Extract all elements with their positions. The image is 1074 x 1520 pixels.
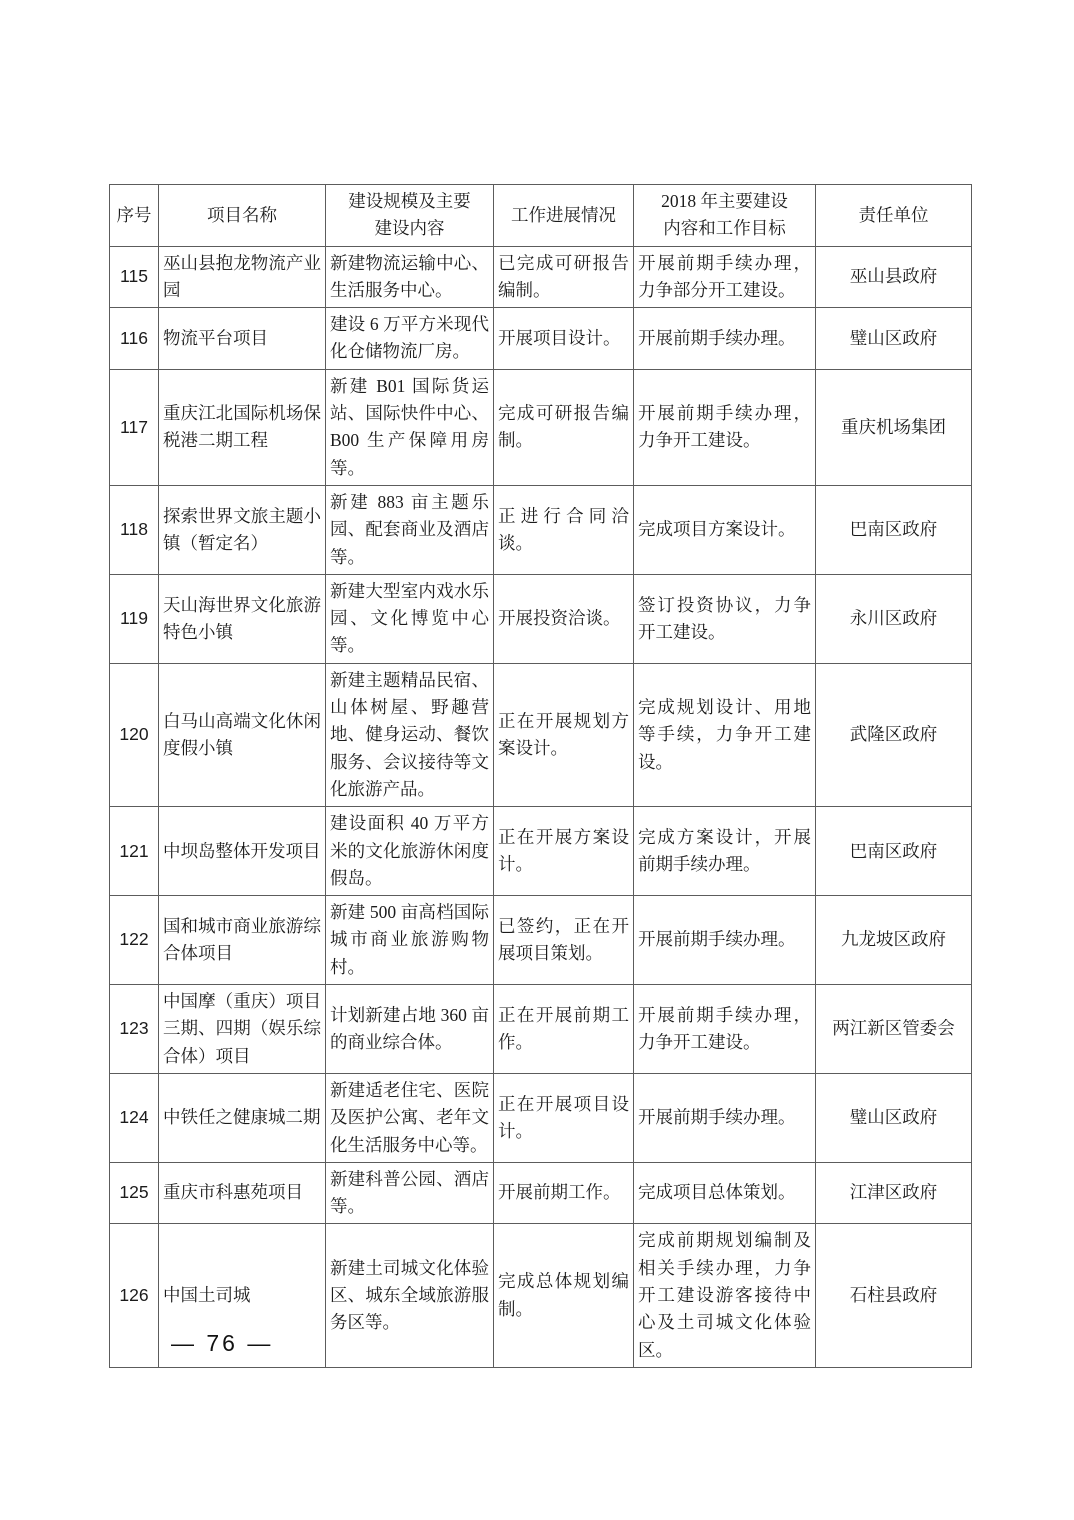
cell-scope: 建设 6 万平方米现代化仓储物流厂房。 — [326, 308, 494, 370]
cell-scope: 新建 500 亩高档国际城市商业旅游购物村。 — [326, 896, 494, 985]
cell-index: 115 — [110, 246, 159, 308]
cell-scope: 建设面积 40 万平方米的文化旅游休闲度假岛。 — [326, 807, 494, 896]
column-header-scope-line2: 建设内容 — [374, 218, 445, 239]
cell-project-name: 中国土司城 — [159, 1224, 326, 1367]
cell-unit: 永川区政府 — [816, 574, 972, 663]
table-row — [110, 985, 972, 1074]
cell-goal: 完成项目总体策划。 — [634, 1162, 816, 1224]
cell-goal: 完成方案设计，开展前期手续办理。 — [634, 807, 816, 896]
cell-progress: 完成可研报告编制。 — [494, 369, 634, 485]
cell-scope: 新建主题精品民宿、山体树屋、野趣营地、健身运动、餐饮服务、会议接待等文化旅游产品。 — [326, 663, 494, 806]
cell-unit: 璧山区政府 — [816, 1073, 972, 1162]
column-header-progress-line1: 工作进展情况 — [511, 204, 616, 225]
cell-unit: 巴南区政府 — [816, 485, 972, 574]
column-header-goal-line2: 内容和工作目标 — [663, 218, 786, 239]
table-row — [110, 574, 972, 663]
column-header-unit — [816, 185, 972, 247]
cell-project-name: 巫山县抱龙物流产业园 — [159, 246, 326, 308]
table-row — [110, 308, 972, 370]
cell-progress: 开展投资洽谈。 — [494, 574, 634, 663]
cell-progress: 已完成可研报告编制。 — [494, 246, 634, 308]
cell-scope: 新建适老住宅、医院及医护公寓、老年文化生活服务中心等。 — [326, 1073, 494, 1162]
cell-goal: 完成前期规划编制及相关手续办理，力争开工建设游客接待中心及土司城文化体验区。 — [634, 1224, 816, 1367]
cell-index: 126 — [110, 1224, 159, 1367]
column-header-goal-line1: 2018 年主要建设 — [661, 191, 788, 211]
cell-progress: 正进行合同洽谈。 — [494, 485, 634, 574]
project-table — [109, 184, 972, 1368]
column-header-project-name-line1: 项目名称 — [207, 204, 277, 225]
cell-unit: 巫山县政府 — [816, 246, 972, 308]
cell-scope: 新建 B01 国际货运站、国际快件中心、B00 生产保障用房等。 — [326, 369, 494, 485]
cell-unit: 璧山区政府 — [816, 308, 972, 370]
cell-scope: 新建大型室内戏水乐园、文化博览中心等。 — [326, 574, 494, 663]
cell-progress: 正在开展方案设计。 — [494, 807, 634, 896]
column-header-unit-line1: 责任单位 — [858, 204, 929, 225]
column-header-index — [110, 185, 159, 247]
table-row — [110, 246, 972, 308]
cell-project-name: 天山海世界文化旅游特色小镇 — [159, 574, 326, 663]
cell-index: 116 — [110, 308, 159, 370]
cell-unit: 巴南区政府 — [816, 807, 972, 896]
column-header-progress — [494, 185, 634, 247]
table-header — [110, 185, 972, 247]
cell-project-name: 中国摩（重庆）项目三期、四期（娱乐综合体）项目 — [159, 985, 326, 1074]
cell-progress: 完成总体规划编制。 — [494, 1224, 634, 1367]
cell-index: 120 — [110, 663, 159, 806]
cell-progress: 正在开展规划方案设计。 — [494, 663, 634, 806]
table-row — [110, 485, 972, 574]
cell-scope: 新建土司城文化体验区、城东全域旅游服务区等。 — [326, 1224, 494, 1367]
project-table-container — [109, 184, 971, 1368]
cell-index: 121 — [110, 807, 159, 896]
table-row — [110, 369, 972, 485]
cell-progress: 开展项目设计。 — [494, 308, 634, 370]
cell-unit: 九龙坡区政府 — [816, 896, 972, 985]
cell-unit: 石柱县政府 — [816, 1224, 972, 1367]
cell-unit: 武隆区政府 — [816, 663, 972, 806]
cell-index: 118 — [110, 485, 159, 574]
cell-project-name: 重庆市科惠苑项目 — [159, 1162, 326, 1224]
column-header-index-line1: 序号 — [116, 204, 152, 225]
cell-goal: 签订投资协议，力争开工建设。 — [634, 574, 816, 663]
table-row — [110, 663, 972, 806]
cell-goal: 开展前期手续办理，力争部分开工建设。 — [634, 246, 816, 308]
cell-project-name: 中坝岛整体开发项目 — [159, 807, 326, 896]
cell-index: 122 — [110, 896, 159, 985]
cell-scope: 新建科普公园、酒店等。 — [326, 1162, 494, 1224]
table-row — [110, 1162, 972, 1224]
table-row — [110, 896, 972, 985]
cell-project-name: 白马山高端文化休闲度假小镇 — [159, 663, 326, 806]
cell-goal: 开展前期手续办理，力争开工建设。 — [634, 985, 816, 1074]
cell-scope: 新建 883 亩主题乐园、配套商业及酒店等。 — [326, 485, 494, 574]
cell-progress: 开展前期工作。 — [494, 1162, 634, 1224]
table-row — [110, 807, 972, 896]
cell-goal: 开展前期手续办理。 — [634, 896, 816, 985]
cell-unit: 江津区政府 — [816, 1162, 972, 1224]
column-header-goal — [634, 185, 816, 247]
cell-project-name: 国和城市商业旅游综合体项目 — [159, 896, 326, 985]
cell-project-name: 重庆江北国际机场保税港二期工程 — [159, 369, 326, 485]
cell-progress: 已签约，正在开展项目策划。 — [494, 896, 634, 985]
cell-goal: 开展前期手续办理，力争开工建设。 — [634, 369, 816, 485]
column-header-project-name — [159, 185, 326, 247]
cell-unit: 两江新区管委会 — [816, 985, 972, 1074]
cell-goal: 完成项目方案设计。 — [634, 485, 816, 574]
cell-project-name: 中铁任之健康城二期 — [159, 1073, 326, 1162]
cell-unit: 重庆机场集团 — [816, 369, 972, 485]
cell-progress: 正在开展前期工作。 — [494, 985, 634, 1074]
cell-goal: 完成规划设计、用地等手续，力争开工建设。 — [634, 663, 816, 806]
cell-index: 123 — [110, 985, 159, 1074]
cell-index: 117 — [110, 369, 159, 485]
cell-project-name: 物流平台项目 — [159, 308, 326, 370]
cell-index: 119 — [110, 574, 159, 663]
cell-goal: 开展前期手续办理。 — [634, 308, 816, 370]
cell-index: 124 — [110, 1073, 159, 1162]
column-header-scope-line1: 建设规模及主要 — [348, 191, 471, 211]
table-header-row — [110, 185, 972, 247]
table-row — [110, 1073, 972, 1162]
cell-progress: 正在开展项目设计。 — [494, 1073, 634, 1162]
cell-project-name: 探索世界文旅主题小镇（暂定名） — [159, 485, 326, 574]
column-header-scope — [326, 185, 494, 247]
table-body — [110, 246, 972, 1367]
cell-index: 125 — [110, 1162, 159, 1224]
cell-goal: 开展前期手续办理。 — [634, 1073, 816, 1162]
cell-scope: 计划新建占地 360 亩的商业综合体。 — [326, 985, 494, 1074]
cell-scope: 新建物流运输中心、生活服务中心。 — [326, 246, 494, 308]
page-number: — 76 — — [171, 1330, 274, 1356]
